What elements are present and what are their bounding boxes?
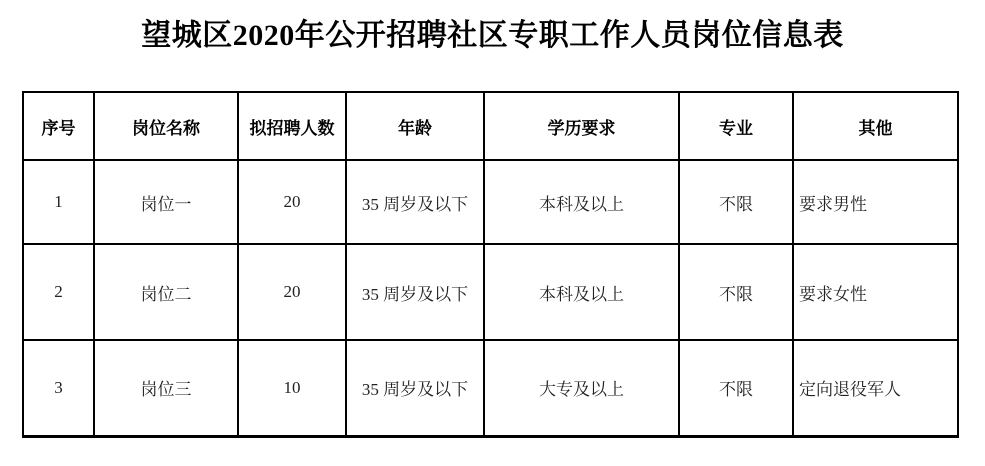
cell-name: 岗位一 [94, 160, 238, 244]
column-header-age: 年龄 [346, 92, 484, 160]
job-info-table [22, 91, 959, 438]
column-header-edu: 学历要求 [484, 92, 679, 160]
cell-edu: 大专及以上 [484, 340, 679, 436]
cell-count: 20 [238, 244, 346, 340]
column-header-name: 岗位名称 [94, 92, 238, 160]
table-header-row [23, 92, 958, 160]
cell-seq: 3 [23, 340, 94, 436]
cell-age: 35 周岁及以下 [346, 244, 484, 340]
page [0, 14, 985, 438]
table-row [23, 244, 958, 340]
cell-age: 35 周岁及以下 [346, 340, 484, 436]
cell-major: 不限 [679, 340, 793, 436]
column-header-seq: 序号 [23, 92, 94, 160]
cell-major: 不限 [679, 160, 793, 244]
cell-edu: 本科及以上 [484, 160, 679, 244]
column-header-major: 专业 [679, 92, 793, 160]
cell-edu: 本科及以上 [484, 244, 679, 340]
cell-count: 10 [238, 340, 346, 436]
column-header-count: 拟招聘人数 [238, 92, 346, 160]
table-row [23, 340, 958, 436]
cell-name: 岗位二 [94, 244, 238, 340]
cell-seq: 1 [23, 160, 94, 244]
page-title: 望城区2020年公开招聘社区专职工作人员岗位信息表 [141, 19, 844, 52]
cell-name: 岗位三 [94, 340, 238, 436]
cell-other: 要求男性 [793, 160, 958, 244]
column-header-other: 其他 [793, 92, 958, 160]
cell-other: 定向退役军人 [793, 340, 958, 436]
cell-count: 20 [238, 160, 346, 244]
table-row [23, 160, 958, 244]
cell-seq: 2 [23, 244, 94, 340]
cell-major: 不限 [679, 244, 793, 340]
cell-other: 要求女性 [793, 244, 958, 340]
cell-age: 35 周岁及以下 [346, 160, 484, 244]
